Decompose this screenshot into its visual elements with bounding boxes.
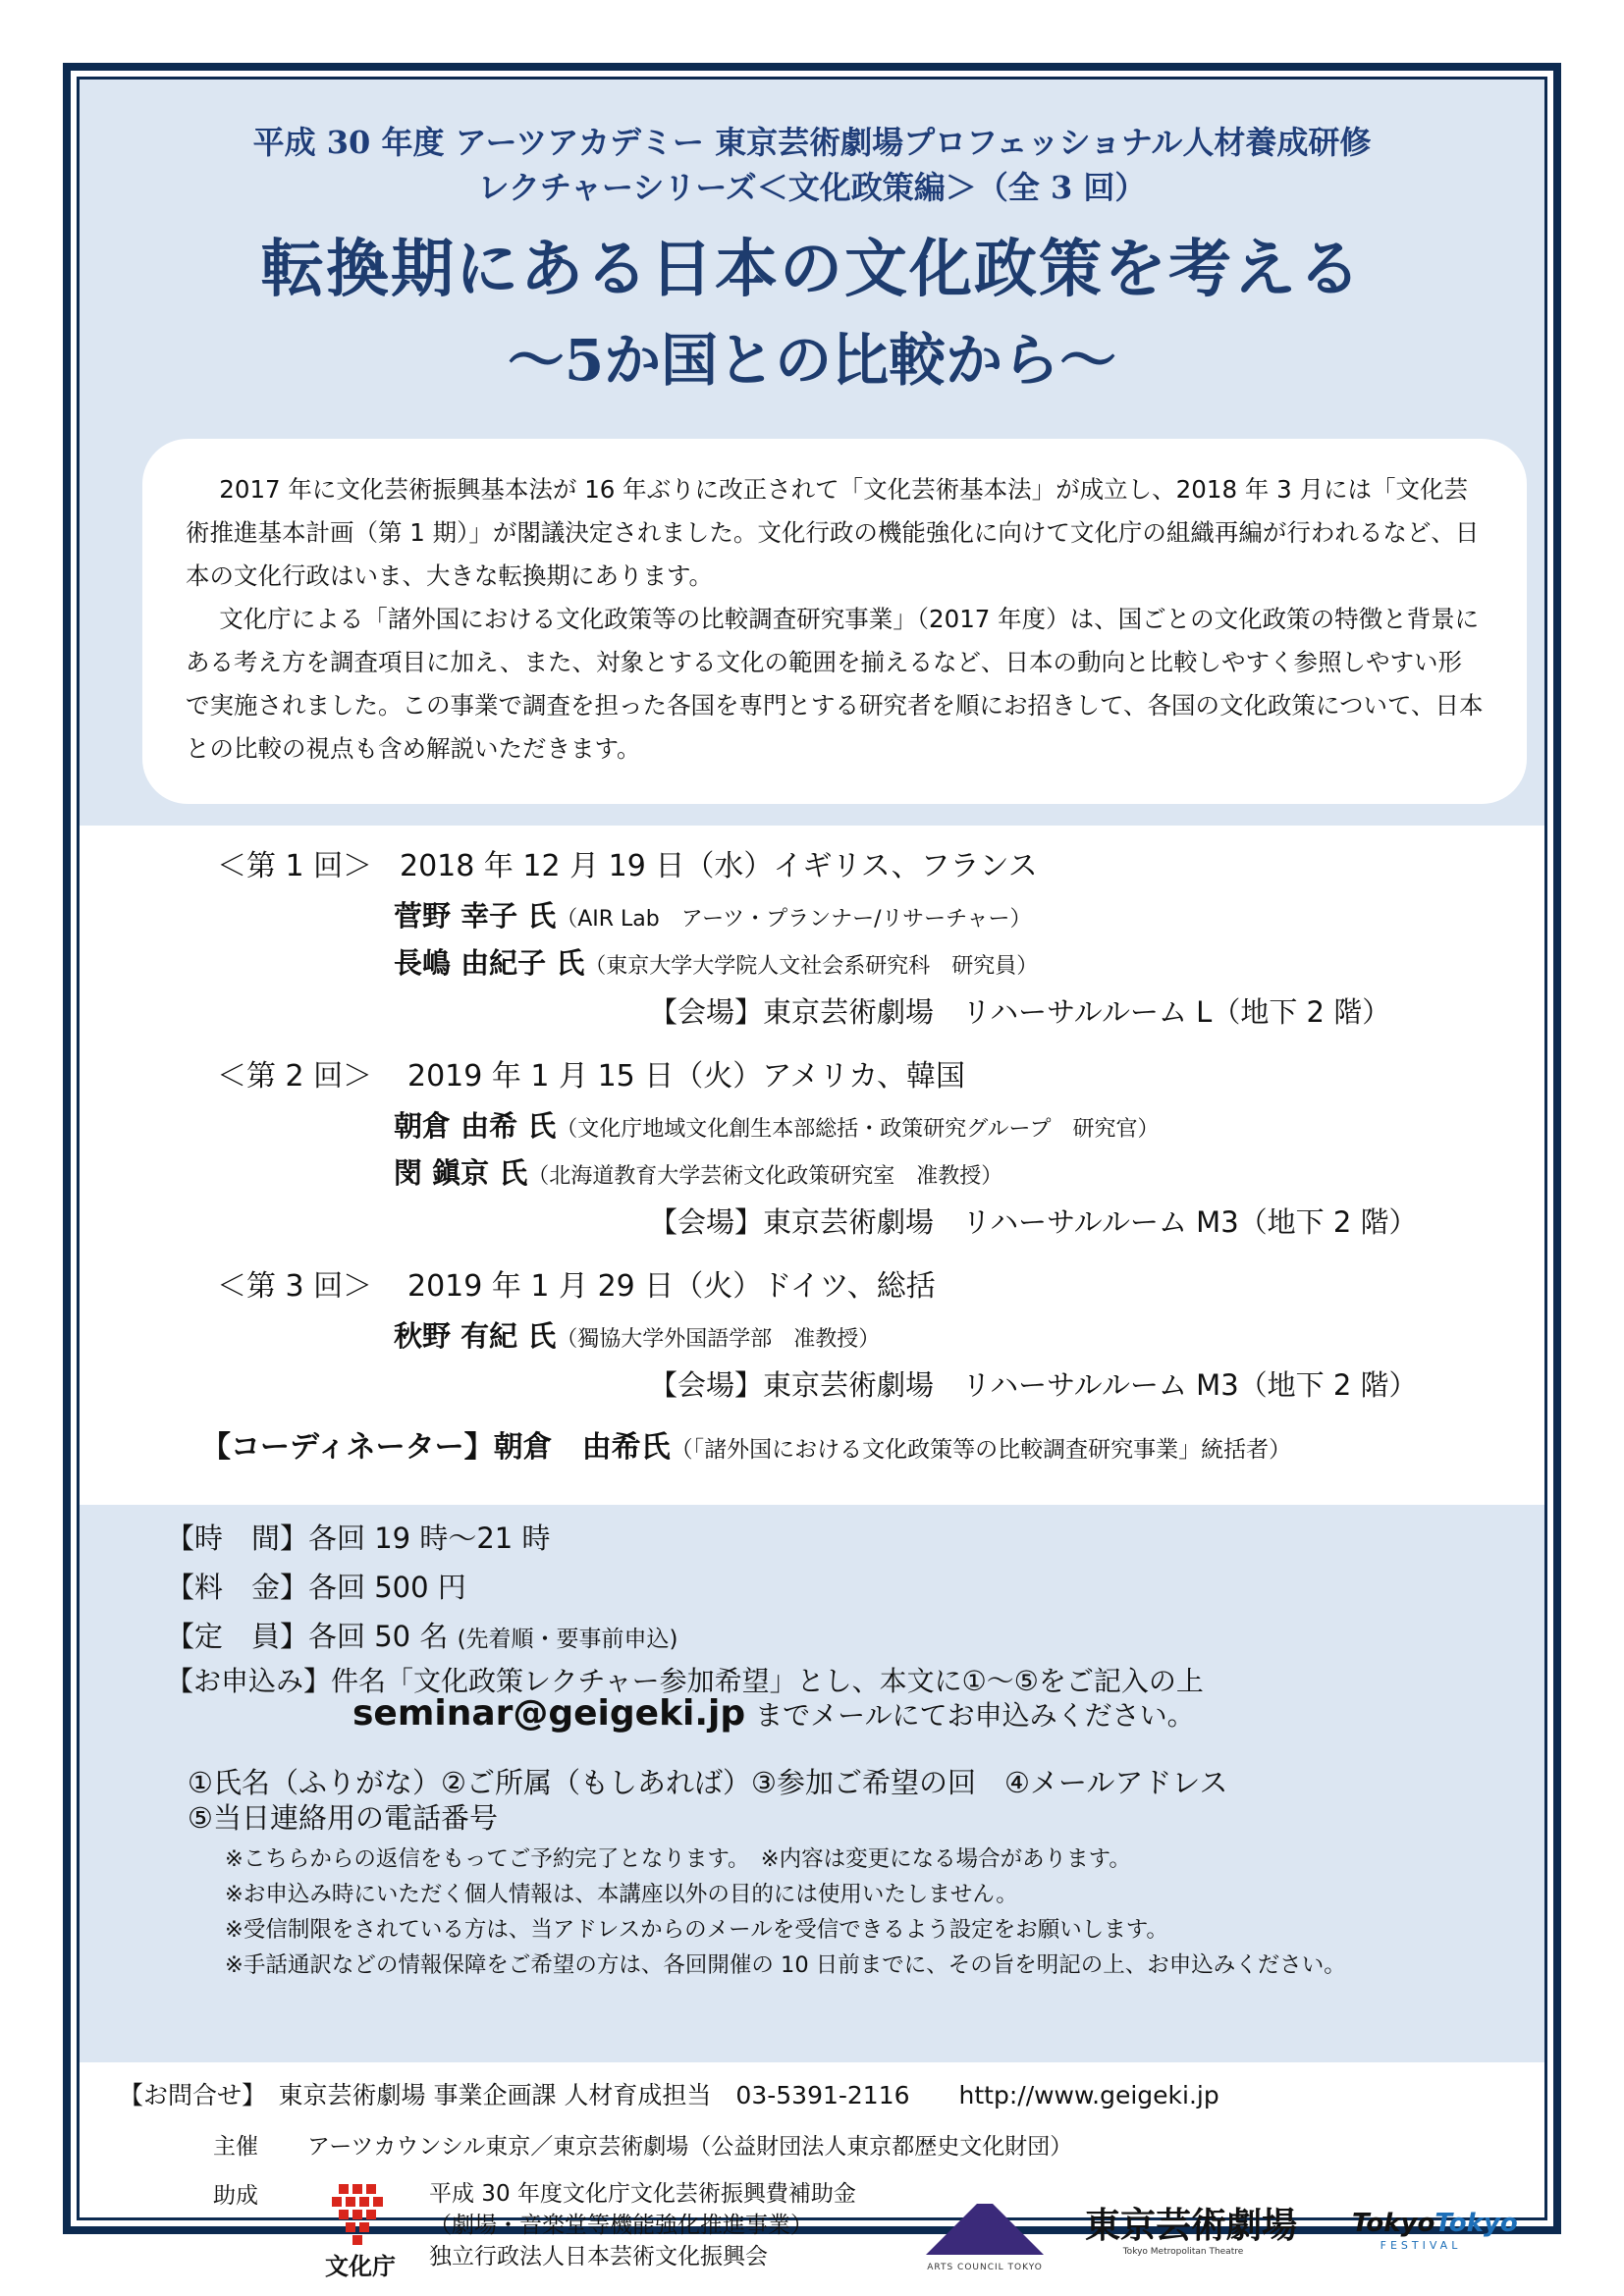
fee-row <box>166 1568 466 1607</box>
poster-inner-border <box>77 77 1547 2280</box>
note-item: ※手話通訳などの情報保障をご希望の方は、各回開催の 10 日前までに、その旨を明記の上、お申込みください。 <box>225 1952 1346 1978</box>
lecturer <box>394 1316 880 1360</box>
grant-line-2: （劇場・音楽堂等機能強化推進事業） <box>429 2213 813 2238</box>
capacity-note: (先着順・要事前申込) <box>457 1627 678 1652</box>
required-items-line-1: ①氏名（ふりがな）②ご所属（もしあれば）③参加ご希望の回 ④メールアドレス <box>188 1766 1228 1799</box>
intro-box <box>142 439 1527 804</box>
page-title: 転換期にある日本の文化政策を考える <box>261 233 1363 306</box>
lecturer-affiliation: （文化庁地域文化創生本部総括・政策研究グループ 研究官） <box>556 1117 1160 1142</box>
tokyo-tokyo-part-a: Tokyo <box>1352 2209 1435 2238</box>
apply-label: 【お申込み】 <box>166 1665 332 1697</box>
email-instruction: までメールにてお申込みください。 <box>755 1699 1195 1732</box>
lecturer-name: 菅野 幸子 氏 <box>394 899 557 933</box>
contact-row <box>119 2080 1219 2111</box>
bunkacho-logo <box>311 2180 409 2278</box>
session-number: ＜第 2 回＞ <box>217 1059 373 1094</box>
intro-paragraph-1: 2017 年に文化芸術振興基本法が 16 年ぶりに改正されて「文化芸術基本法」が成立し、2018 年 3 月には「文化芸術推進基本計画（第 1 期）」が閣議決定されました。文化行政の機能強化に向けて文化庁の組織再編が行われるなど、日本の文化行政はいま、大きな転換期にあります。 <box>186 475 1480 590</box>
session-venue: 【会場】東京芸術劇場 リハーサルルーム M3（地下 2 階） <box>649 1205 1418 1239</box>
grant-line-1: 平成 30 年度文化庁文化芸術振興費補助金 <box>429 2181 856 2207</box>
poster-frame <box>63 63 1561 2280</box>
session-date-topic: 2019 年 1 月 15 日（火）アメリカ、韓国 <box>407 1059 965 1094</box>
host-value: アーツカウンシル東京／東京芸術劇場（公益財団法人東京都歴史文化財団） <box>307 2134 1073 2160</box>
fee-value: 各回 500 円 <box>308 1571 466 1604</box>
capacity-label: 【定 員】 <box>166 1620 309 1653</box>
lecturer-name: 長嶋 由紀子 氏 <box>394 946 585 980</box>
capacity-row <box>166 1617 678 1659</box>
grant-label: 助成 <box>213 2183 258 2209</box>
session-date-topic: 2018 年 12 月 19 日（水）イギリス、フランス <box>400 849 1038 883</box>
lecturer-affiliation: （AIR Lab アーツ・プランナー/リサーチャー） <box>556 907 1032 932</box>
email-row <box>352 1693 1195 1734</box>
lecturer-affiliation: （東京大学大学院人文社会系研究科 研究員） <box>584 954 1039 979</box>
lecturer-name: 朝倉 由希 氏 <box>394 1109 557 1143</box>
coordinator-name: 朝倉 由希氏 <box>493 1430 671 1465</box>
session-number: ＜第 1 回＞ <box>217 849 373 883</box>
grant-line-3: 独立行政法人日本芸術文化振興会 <box>429 2244 768 2269</box>
tokyo-tokyo-wordmark <box>1352 2208 1518 2239</box>
bunkacho-logo-text: 文化庁 <box>325 2252 396 2280</box>
lecturer-affiliation: （獨協大学外国語学部 准教授） <box>556 1327 881 1352</box>
lecturer-affiliation: （北海道教育大学芸術文化政策研究室 准教授） <box>527 1164 1003 1189</box>
page-subtitle: ～5か国との比較から～ <box>507 327 1117 394</box>
intro-paragraph-2: 文化庁による「諸外国における文化政策等の比較調査研究事業」（2017 年度）は、国ごとの文化政策の特徴と背景にある考え方を調査項目に加え、また、対象とする文化の範囲を揃えるなど、日本の動向と比較しやすく参照しやすい形で実施されました。この事業で調査を担った各国を専門とする研究者を順にお招きして、各国の文化政策について、日本との比較の視点も含め解説いただきます。 <box>186 605 1484 763</box>
note-item: ※お申込み時にいただく個人情報は、本講座以外の目的には使用いたしません。 <box>225 1882 1018 1907</box>
geigeki-logo <box>1085 2204 1298 2272</box>
header-band <box>80 80 1544 826</box>
mountain-icon <box>916 2200 1054 2259</box>
lecturer-name: 閔 鎭京 氏 <box>394 1156 528 1190</box>
email-link[interactable]: seminar@geigeki.jp <box>352 1693 746 1734</box>
note-item: ※こちらからの返信をもってご予約完了となります。 ※内容は変更になる場合があります。 <box>225 1846 1131 1872</box>
fee-label: 【料 金】 <box>166 1571 309 1604</box>
series-line-2: レクチャーシリーズ＜文化政策編＞（全 3 回） <box>477 169 1147 206</box>
contact-label: 【お問合せ】 <box>119 2081 254 2109</box>
tokyo-tokyo-part-b: Tokyo <box>1435 2209 1518 2238</box>
lecturer-name: 秋野 有紀 氏 <box>394 1319 557 1353</box>
coordinator-line <box>201 1428 1291 1469</box>
festival-text: FESTIVAL <box>1380 2239 1462 2252</box>
time-label: 【時 間】 <box>166 1522 309 1555</box>
coordinator-label: 【コーディネーター】 <box>201 1430 494 1465</box>
capacity-value: 各回 50 名 <box>308 1620 449 1653</box>
geigeki-logo-subtext: Tokyo Metropolitan Theatre <box>1122 2247 1244 2257</box>
session-number: ＜第 3 回＞ <box>217 1269 373 1304</box>
geigeki-logo-text: 東京芸術劇場 <box>1085 2205 1298 2246</box>
contact-value: 東京芸術劇場 事業企画課 人材育成担当 03-5391-2116 http://www.geigeki.jp <box>278 2081 1219 2109</box>
series-line-1: 平成 30 年度 アーツアカデミー 東京芸術劇場プロフェッショナル人材養成研修 <box>252 124 1372 161</box>
time-value: 各回 19 時～21 時 <box>308 1522 551 1555</box>
lecturer <box>394 896 1032 939</box>
lecturer <box>394 1153 1002 1197</box>
lecturer <box>394 1106 1159 1149</box>
host-label: 主催 <box>213 2134 258 2160</box>
arts-council-tokyo-text: ARTS COUNCIL TOKYO <box>927 2263 1043 2272</box>
tokyo-tokyo-festival-logo <box>1352 2208 1518 2276</box>
apply-value: 件名「文化政策レクチャー参加希望」とし、本文に①～⑤をご記入の上 <box>331 1665 1204 1697</box>
bunkacho-mark-icon <box>311 2180 409 2249</box>
required-items-line-2: ⑤当日連絡用の電話番号 <box>188 1801 498 1835</box>
notes-list <box>225 1842 1346 1983</box>
session-venue: 【会場】東京芸術劇場 リハーサルルーム L（地下 2 階） <box>649 995 1391 1029</box>
lecturer <box>394 943 1038 987</box>
coordinator-note: （「諸外国における文化政策等の比較調査研究事業」統括者） <box>670 1437 1292 1463</box>
note-item: ※受信制限をされている方は、当アドレスからのメールを受信できるよう設定をお願いします。 <box>225 1917 1168 1943</box>
session-date-topic: 2019 年 1 月 29 日（火）ドイツ、総括 <box>407 1269 936 1304</box>
arts-council-tokyo-logo <box>916 2200 1054 2278</box>
session-venue: 【会場】東京芸術劇場 リハーサルルーム M3（地下 2 階） <box>649 1368 1418 1402</box>
time-row <box>166 1519 550 1558</box>
